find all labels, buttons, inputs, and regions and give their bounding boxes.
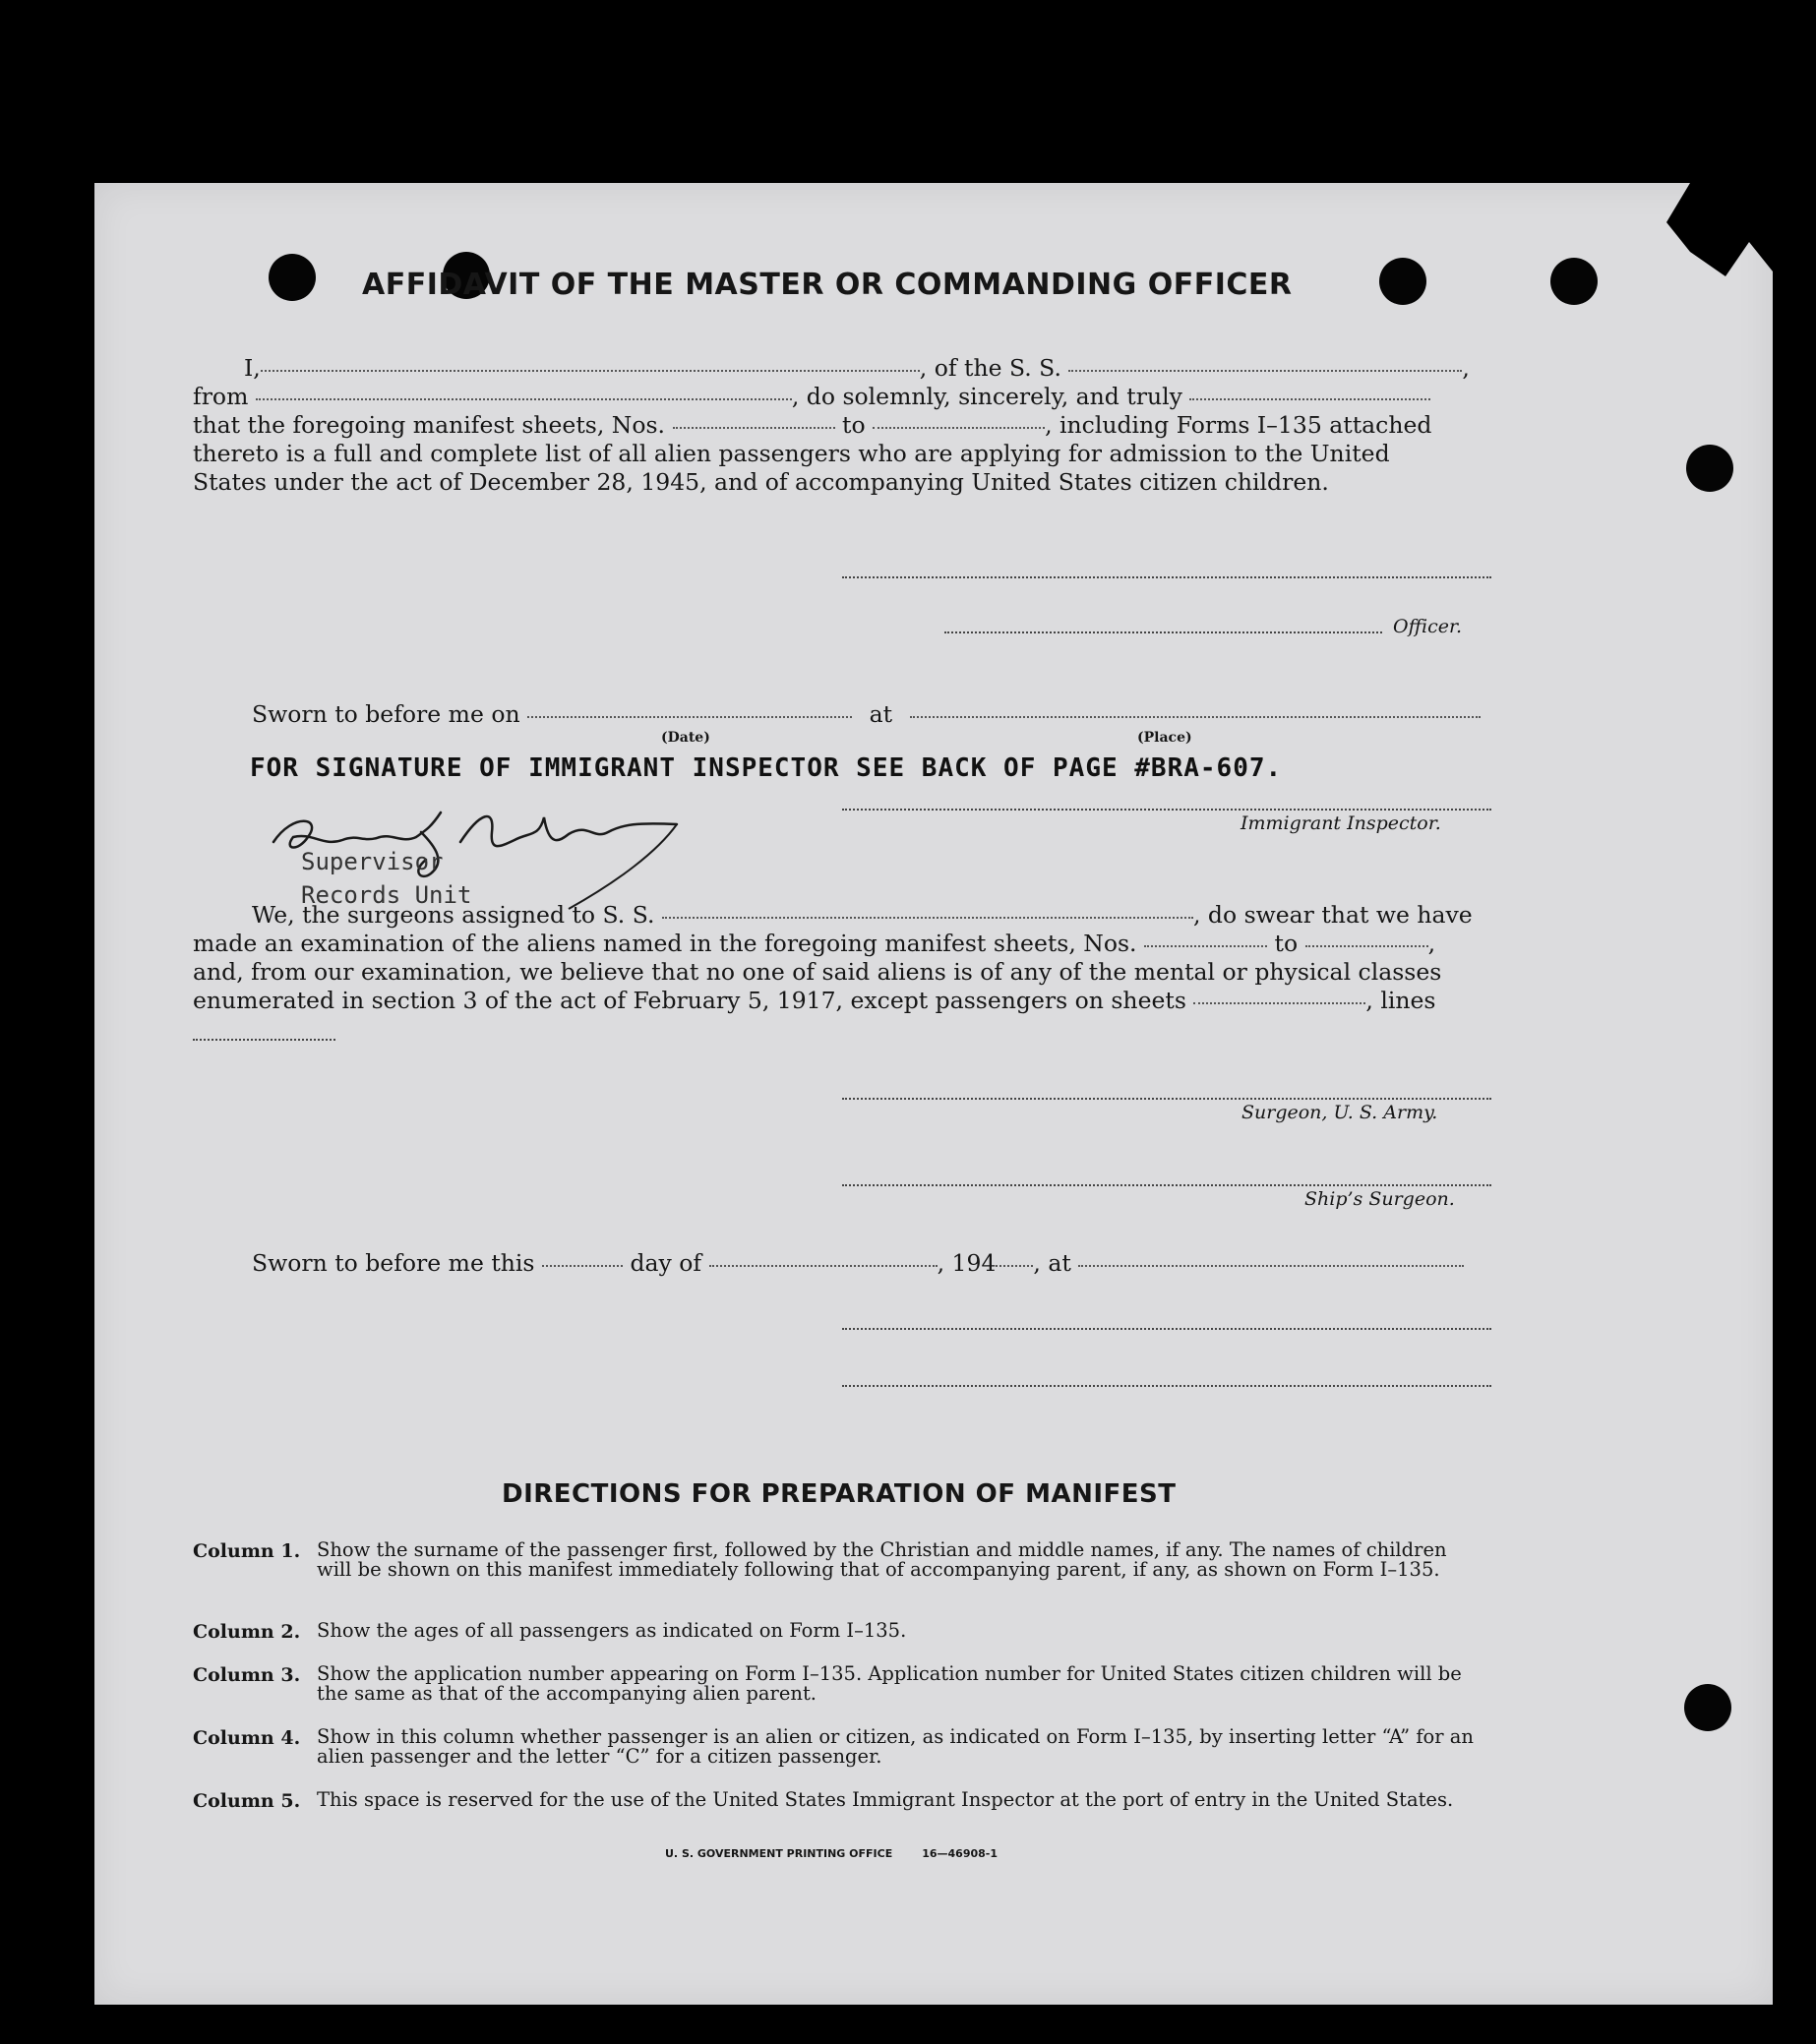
direction-label: Column 4. (193, 1727, 301, 1749)
army-surgeon-signature-line (842, 1098, 1491, 1100)
inspector-label: Immigrant Inspector. (1241, 812, 1441, 834)
surgeons-line-4: enumerated in section 3 of the act of February 5, 1917, except passengers on sheets , lines (193, 987, 1436, 1014)
date-label: (Date) (661, 730, 710, 746)
punch-hole (1684, 1684, 1731, 1731)
master-line-3: that the foregoing manifest sheets, Nos. to , including Forms I–135 attached (193, 411, 1432, 439)
ship-surgeon-label: Ship’s Surgeon. (1304, 1188, 1455, 1210)
officer-signature-line (842, 576, 1491, 578)
direction-item (193, 1540, 1491, 1621)
direction-item (193, 1790, 1491, 1849)
surgeons-line-3: and, from our examination, we believe that no one of said aliens is of any of the mental or physical classes (193, 958, 1442, 986)
document-page (94, 183, 1773, 2005)
inspector-signature-line (842, 809, 1491, 811)
direction-label: Column 1. (193, 1540, 301, 1562)
direction-label: Column 5. (193, 1790, 301, 1812)
direction-text: This space is reserved for the use of the United States Immigrant Inspector at the port of entry in the United States. (317, 1788, 1454, 1811)
ship-surgeon-signature-line (842, 1184, 1491, 1186)
witness-line-2 (842, 1385, 1491, 1387)
direction-item (193, 1664, 1491, 1727)
surgeons-line-1: We, the surgeons assigned to S. S. , do swear that we have (252, 901, 1473, 929)
punch-hole (1686, 445, 1733, 492)
direction-text: Show the application number appearing on Form I–135. Application number for United States citizen children will be the same as that of the accompanying alien parent. (317, 1662, 1462, 1705)
typed-title-line-2: Records Unit (301, 881, 472, 909)
master-line-4: thereto is a full and complete list of all alien passengers who are applying for admission to the United (193, 440, 1390, 467)
master-line-2: from , do solemnly, sincerely, and truly (193, 383, 1430, 411)
direction-text: Show the ages of all passengers as indicated on Form I–135. (317, 1619, 907, 1642)
directions-list (193, 1540, 1491, 1849)
lines-blank (193, 1039, 335, 1041)
officer-label: Officer. (1393, 616, 1463, 637)
master-line-1: I, , of the S. S. , (244, 354, 1470, 382)
torn-corner (1655, 183, 1773, 281)
printer-imprint: U. S. GOVERNMENT PRINTING OFFICE 16—46908-1 (665, 1847, 999, 1860)
inspector-stamp: FOR SIGNATURE OF IMMIGRANT INSPECTOR SEE BACK OF PAGE #BRA-607. (250, 753, 1283, 783)
punch-hole (1379, 258, 1426, 305)
direction-label: Column 3. (193, 1664, 301, 1686)
page-title: AFFIDAVIT OF THE MASTER OR COMMANDING OFFICER (362, 268, 1293, 302)
direction-item (193, 1727, 1491, 1790)
army-surgeon-label: Surgeon, U. S. Army. (1241, 1102, 1438, 1123)
sworn-line-1: Sworn to before me on at (252, 700, 1481, 729)
direction-text: Show the surname of the passenger first, followed by the Christian and middle names, if any. The names of children will be shown on this manifest immediately following that of accompanying parent, if any, as shown on Form I–135. (317, 1538, 1447, 1581)
punch-hole (1550, 258, 1598, 305)
typed-title-line-1: Supervisor (301, 848, 444, 875)
direction-text: Show in this column whether passenger is an alien or citizen, as indicated on Form I–135, by inserting letter “A” for an alien passenger and the letter “C” for a citizen passenger. (317, 1725, 1474, 1768)
direction-item (193, 1621, 1491, 1664)
surgeons-line-2: made an examination of the aliens named in the foregoing manifest sheets, Nos. to , (193, 930, 1436, 957)
master-line-5: States under the act of December 28, 1945, and of accompanying United States citizen children. (193, 468, 1329, 496)
punch-hole (269, 254, 316, 301)
witness-line-1 (842, 1328, 1491, 1330)
direction-label: Column 2. (193, 1621, 301, 1643)
sworn-line-2: Sworn to before me this day of , 194 , at (252, 1249, 1464, 1278)
officer-line (944, 631, 1382, 633)
place-label: (Place) (1137, 730, 1192, 746)
directions-heading: DIRECTIONS FOR PREPARATION OF MANIFEST (502, 1479, 1177, 1509)
